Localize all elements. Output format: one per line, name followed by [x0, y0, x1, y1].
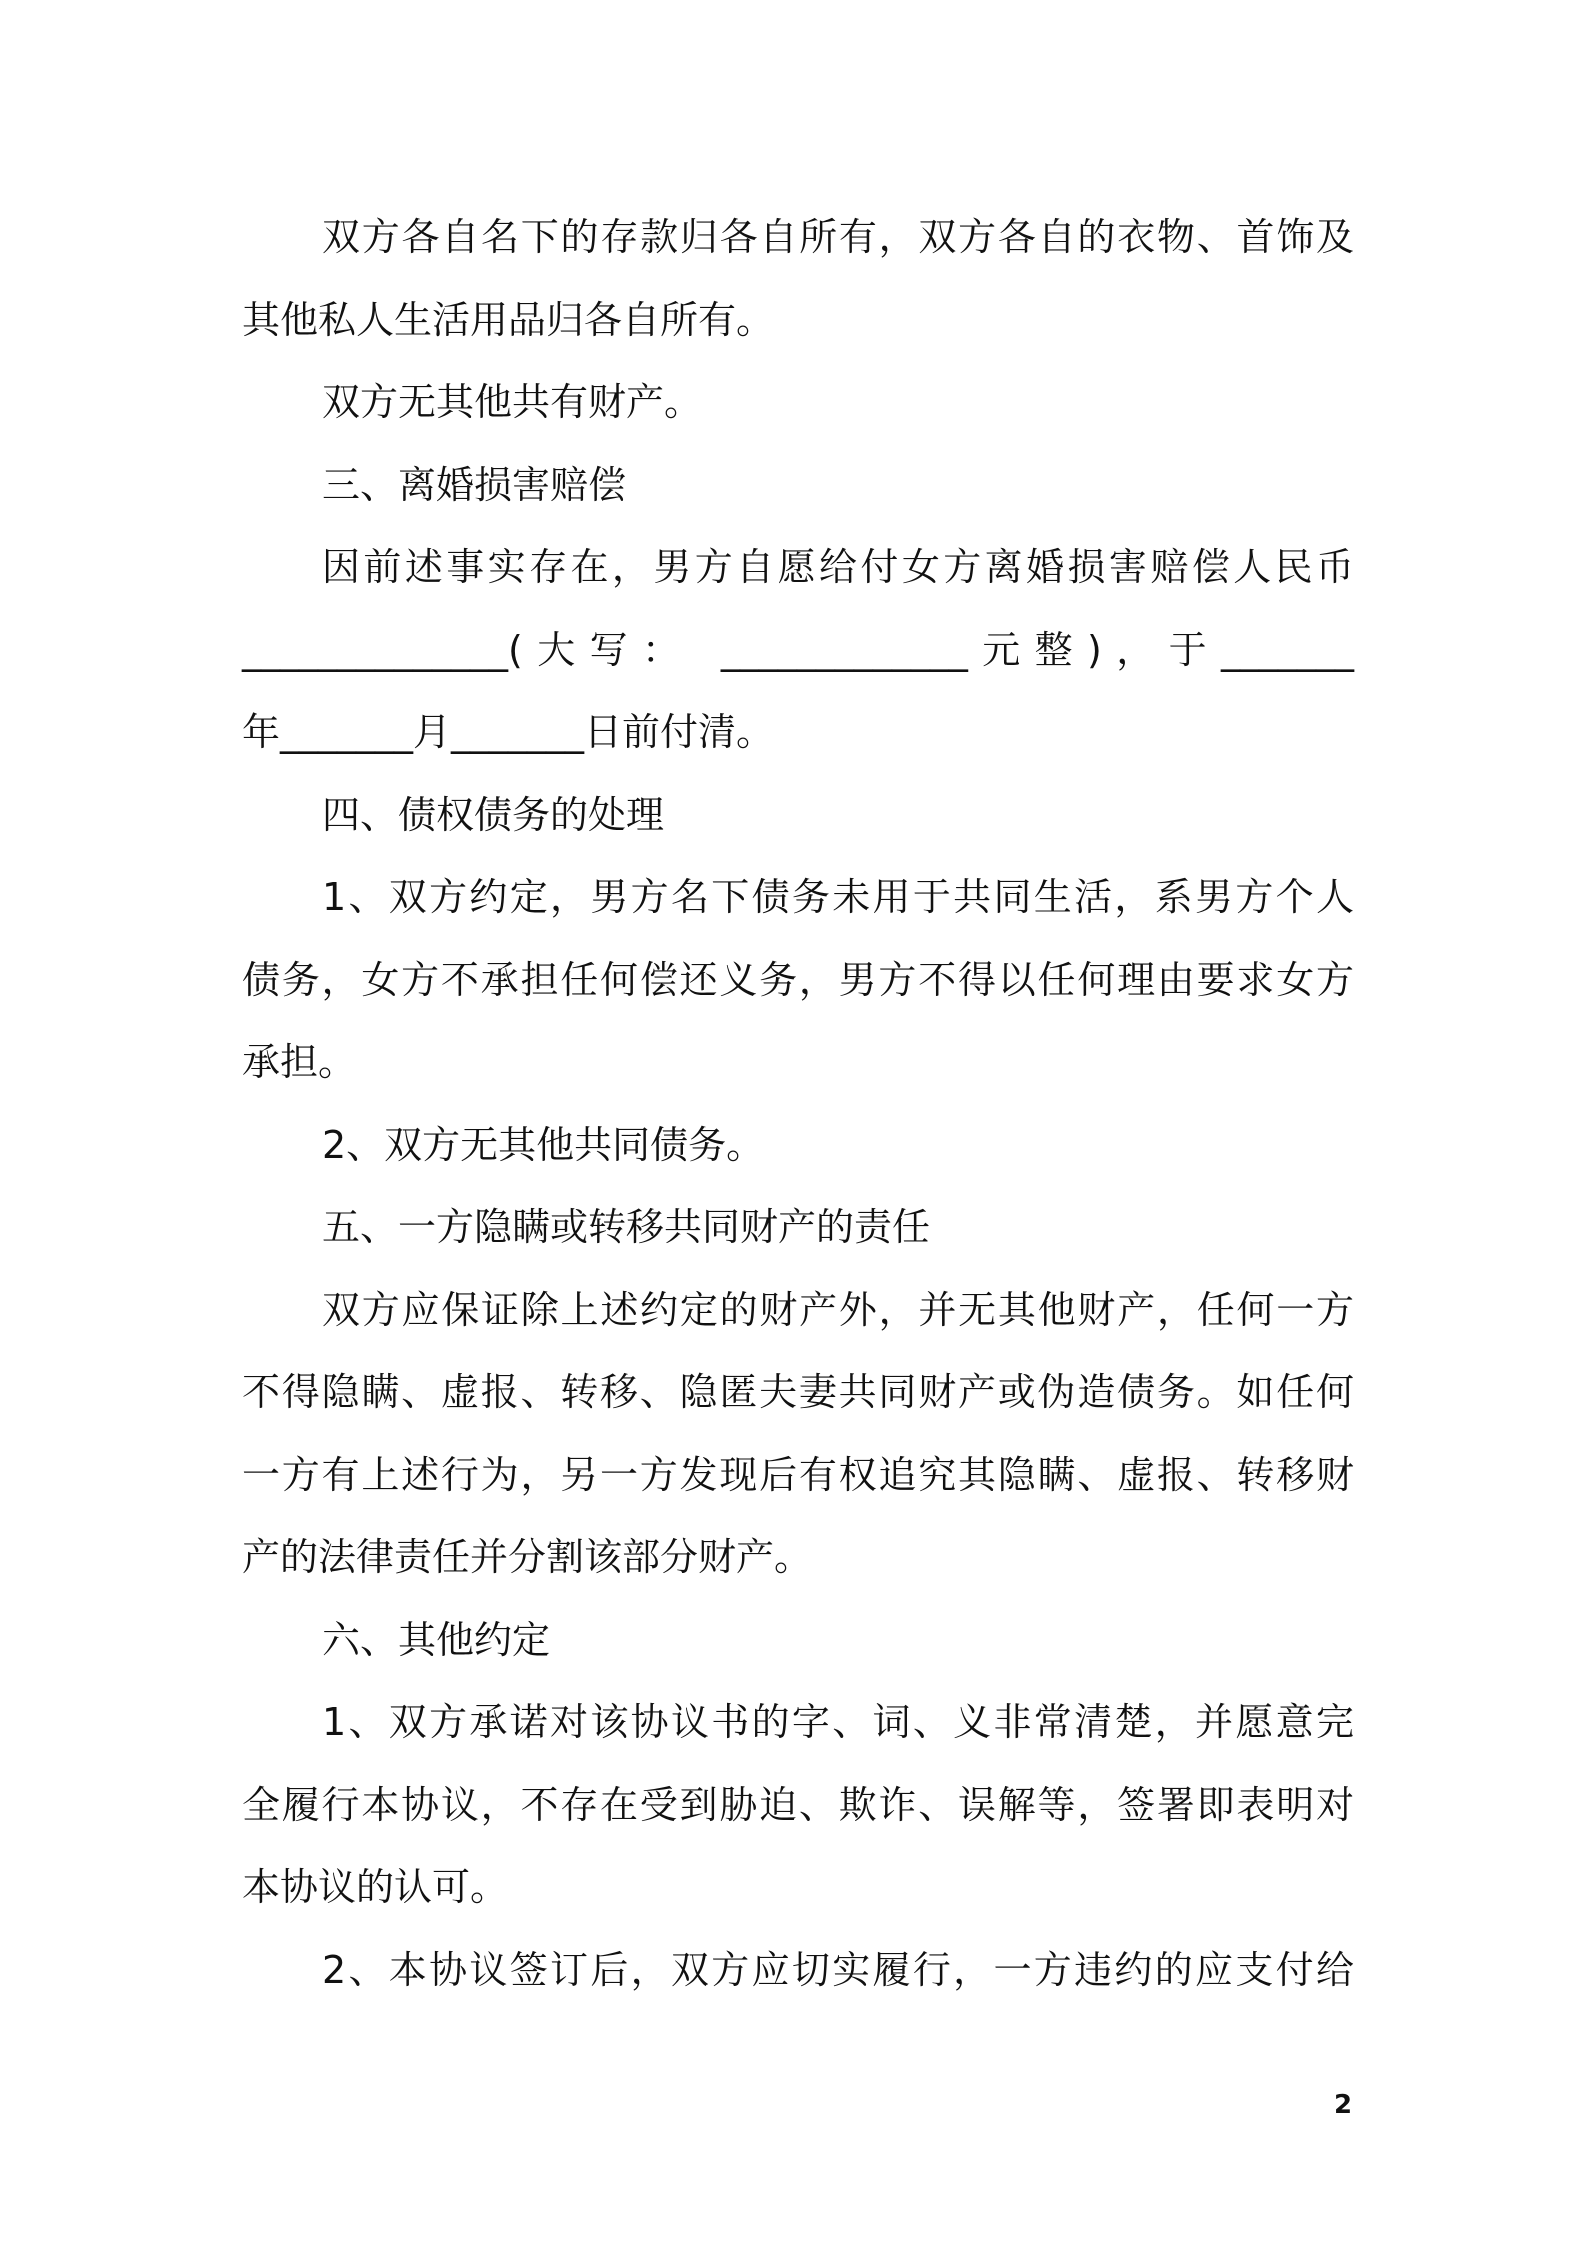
paragraph-line: 双方各自名下的存款归各自所有，双方各自的衣物、首饰及: [322, 215, 1354, 259]
paragraph-line: 债务，女方不承担任何偿还义务，男方不得以任何理由要求女方: [242, 957, 1354, 1002]
paragraph-line: 年_______月_______日前付清。: [242, 710, 775, 754]
paragraph-line: 本协议的认可。: [242, 1865, 509, 1909]
document-body: [242, 196, 1354, 2011]
paragraph-line: 产的法律责任并分割该部分财产。: [242, 1535, 813, 1579]
paragraph-line: 承担。: [242, 1040, 357, 1084]
paragraph-line: 双方应保证除上述约定的财产外，并无其他财产，任何一方: [322, 1287, 1354, 1332]
paragraph-line: 全履行本协议，不存在受到胁迫、欺诈、误解等，签署即表明对: [242, 1782, 1354, 1827]
paragraph-line: ______________(大写： _____________元整)，于_______: [242, 627, 1354, 672]
paragraph-line: 一方有上述行为，另一方发现后有权追究其隐瞒、虚报、转移财: [242, 1452, 1354, 1497]
section-heading: 四、债权债务的处理: [322, 792, 665, 837]
paragraph-line: 因前述事实存在，男方自愿给付女方离婚损害赔偿人民币: [322, 545, 1354, 589]
paragraph-line: 1、双方承诺对该协议书的字、词、义非常清楚，并愿意完: [322, 1700, 1354, 1744]
paragraph-line: 2、双方无其他共同债务。: [322, 1122, 765, 1167]
paragraph-line: 双方无其他共有财产。: [322, 380, 703, 424]
section-heading: 六、其他约定: [322, 1617, 551, 1662]
paragraph-line: 其他私人生活用品归各自所有。: [242, 297, 775, 342]
section-heading: 三、离婚损害赔偿: [322, 462, 627, 507]
paragraph-line: 2、本协议签订后，双方应切实履行，一方违约的应支付给: [322, 1947, 1354, 1992]
paragraph-line: 1、双方约定，男方名下债务未用于共同生活，系男方个人: [322, 875, 1354, 919]
paragraph-line: 不得隐瞒、虚报、转移、隐匿夫妻共同财产或伪造债务。如任何: [242, 1370, 1354, 1414]
section-heading: 五、一方隐瞒或转移共同财产的责任: [322, 1205, 931, 1249]
page-number: 2: [1334, 2090, 1353, 2120]
